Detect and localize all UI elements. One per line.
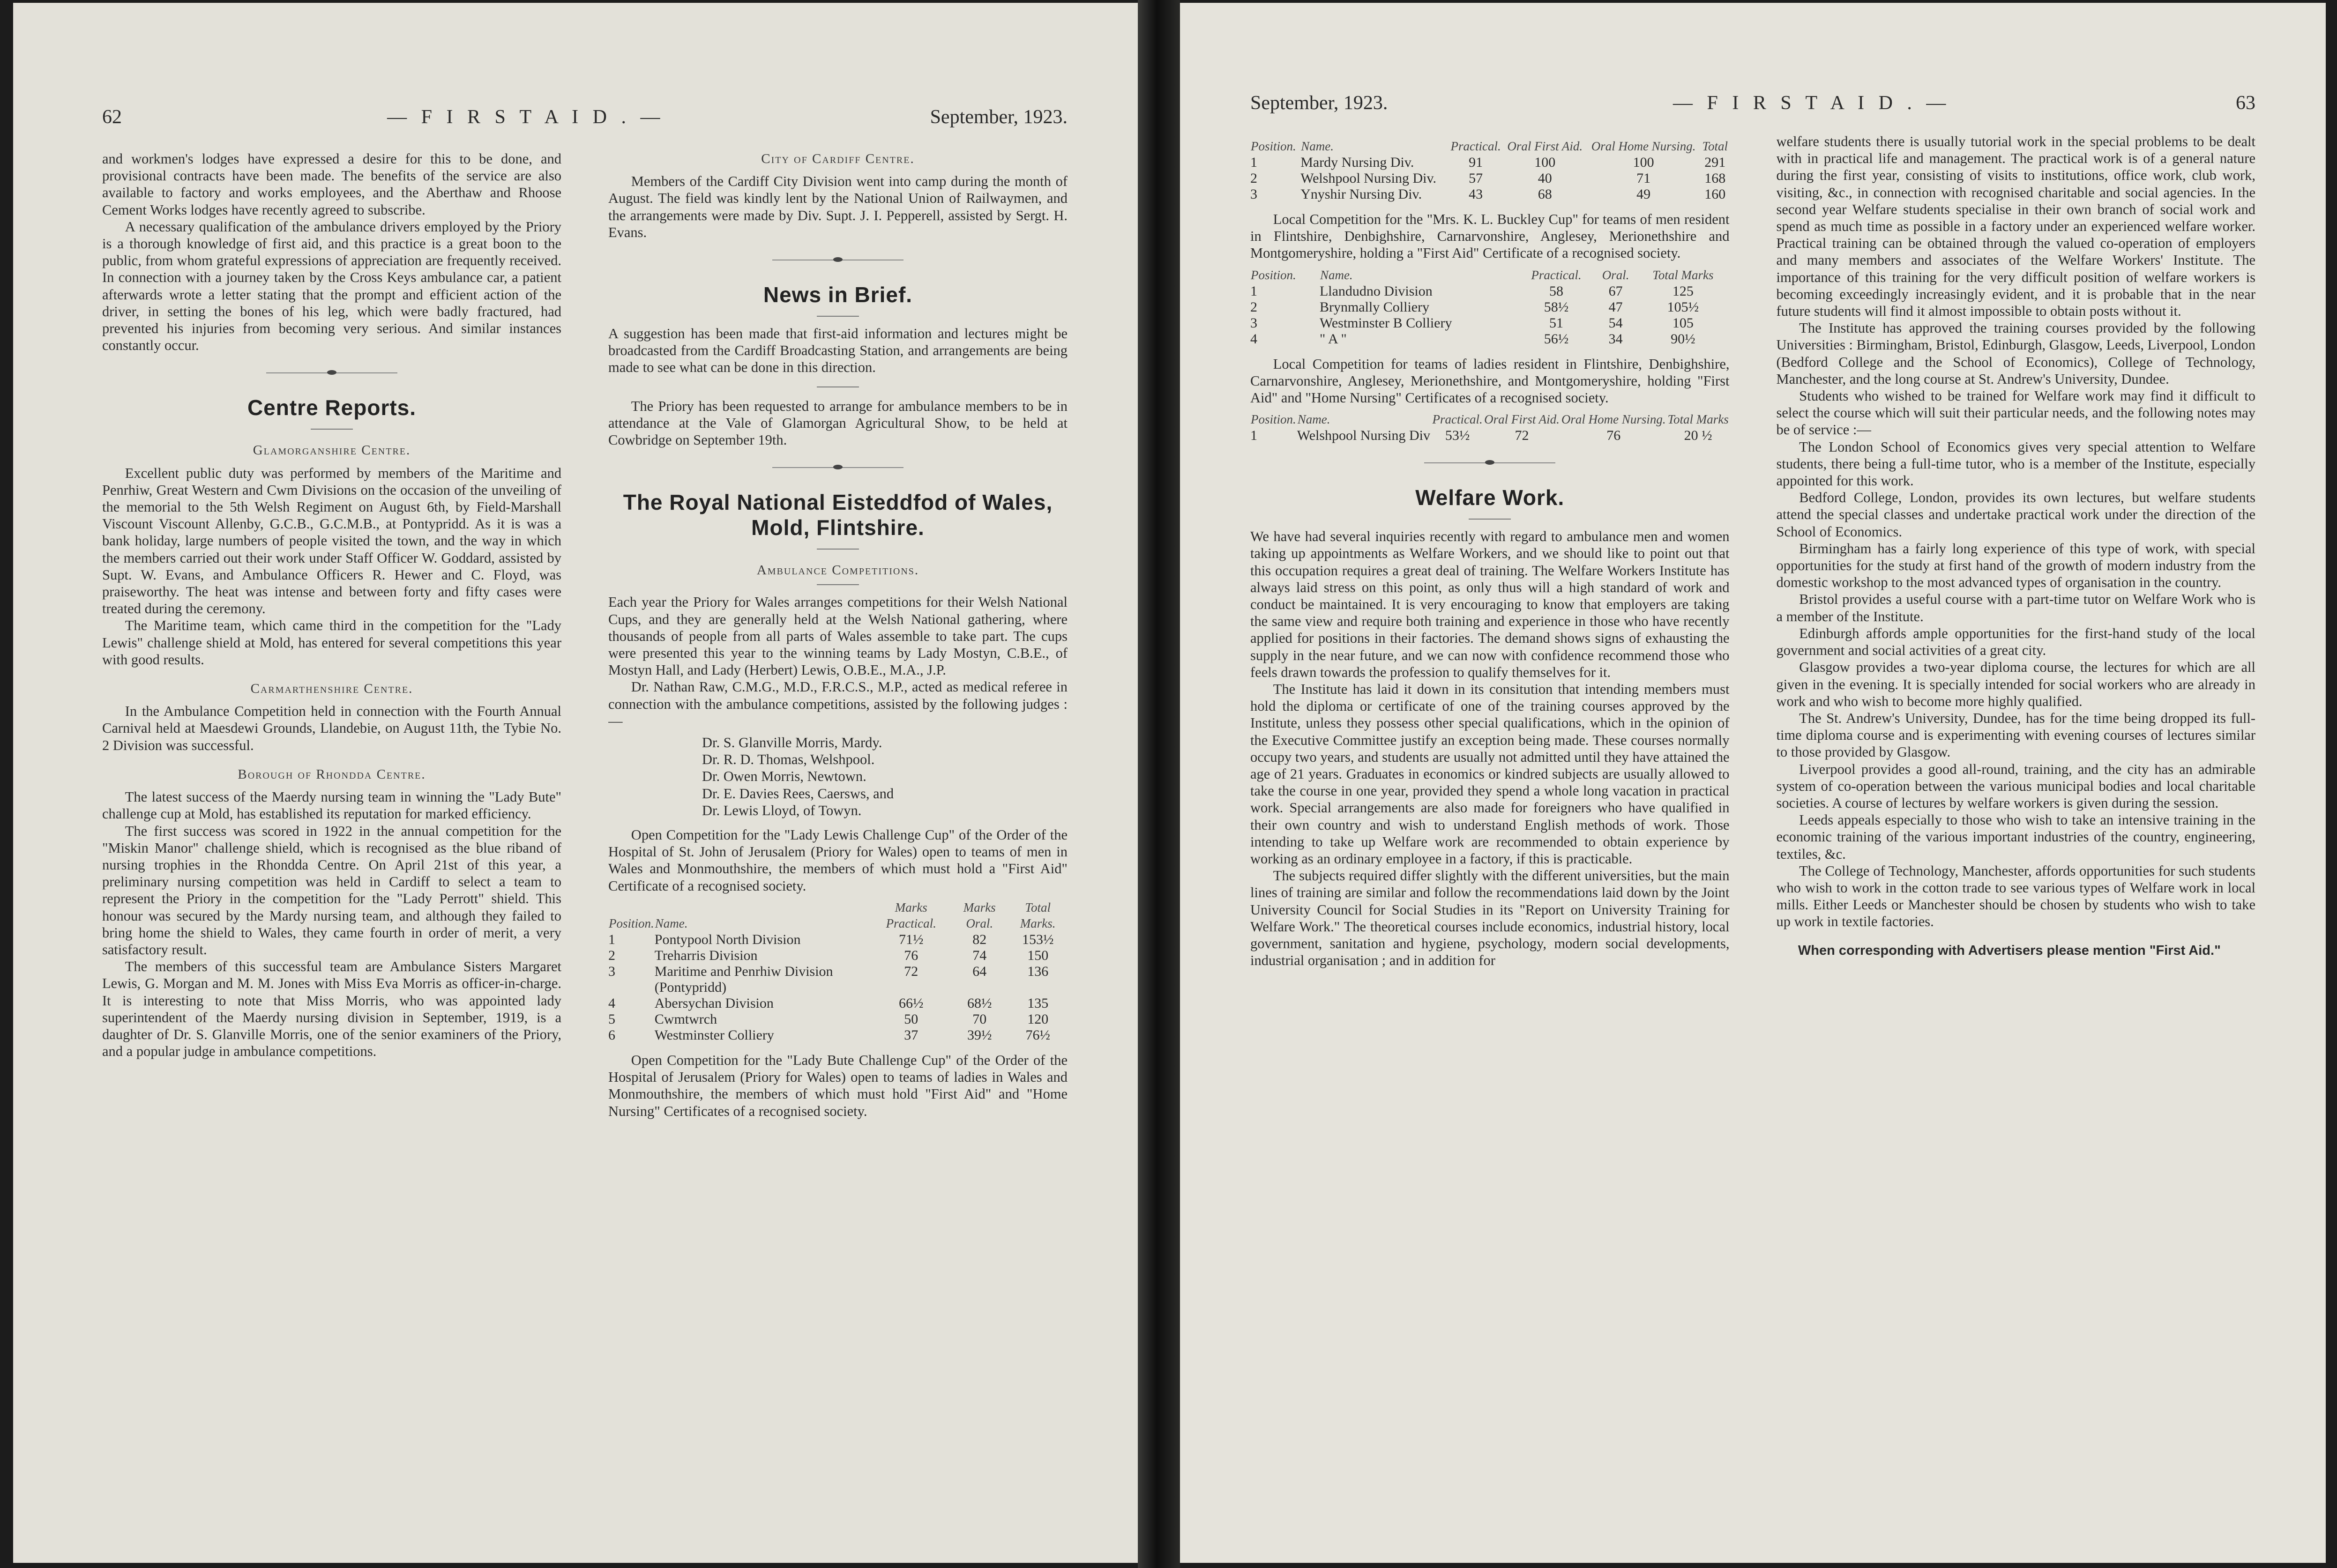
table-header: Name. [1320, 268, 1353, 282]
section-heading: Welfare Work. [1415, 485, 1565, 510]
running-header-right [1250, 92, 2255, 120]
table-cell: 120 [1027, 1011, 1049, 1027]
right-column-1 [1250, 133, 1730, 1521]
table-cell: 1 [1250, 283, 1257, 299]
divider [817, 549, 859, 550]
table-cell: 82 [972, 931, 987, 947]
paragraph: Dr. Nathan Raw, C.M.G., M.D., F.R.C.S., M.P., acted as medical referee in connection with the ambulance competitions, assisted by the following judges :— [608, 679, 1068, 729]
table-cell: 3 [1250, 315, 1257, 331]
table-cell: 47 [1608, 299, 1623, 315]
table-cell: " A " [1319, 331, 1347, 347]
table-row [608, 996, 1068, 1011]
table-cell: Maritime and Penrhiw Division (Pontypridd) [654, 963, 833, 995]
table-cell: Pontypool North Division [654, 931, 801, 947]
table-header: Oral First Aid. [1507, 139, 1583, 153]
table-cell: Welshpool Nursing Div [1297, 428, 1431, 444]
table-cell: 3 [1250, 186, 1257, 202]
table-cell: 100 [1633, 155, 1654, 170]
judge: Dr. E. Davies Rees, Caersws, and [702, 785, 894, 802]
paragraph: The Priory has been requested to arrange for ambulance members to be in attendance at the Vale of Glamorgan Agricultural Show, to be held at Cowbridge on September 19th. [608, 398, 1068, 448]
paragraph: Excellent public duty was performed by members of the Maritime and Penrhiw, Great Western and Cwm Divisions on the occasion of the unveiling of the memorial to the 5th Welsh Regiment on August 6th, by Field-Marshall Viscount Viscount Allenby, G.C.B., G.C.M.B., at Pontypridd. As it is was a bank holiday, large numbers of people visited the town, and the way in which the members carried out their work under Staff Officer W. Goddard, assisted by Supt. W. Evans, and Ambulance Officers R. Hewer and C. Floyd, was praiseworthy. The heat was intense and between forty and fifty cases were treated during the ceremony. [102, 465, 561, 617]
table-cell: 76½ [1025, 1027, 1050, 1043]
subheading: Glamorganshire Centre. [253, 443, 411, 458]
table-header: Name. [1297, 412, 1330, 427]
table-cell: 51 [1549, 315, 1563, 331]
table-cell: 90½ [1671, 331, 1695, 347]
table-row [1250, 171, 1730, 186]
table-cell: Brynmally Colliery [1319, 299, 1430, 315]
table-cell: 2 [1250, 299, 1257, 315]
paragraph: In the Ambulance Competition held in connection with the Fourth Annual Carnival held at Maesdewi Grounds, Llandebie, on August 11th, the Tybie No. 2 Division was successful. [102, 703, 561, 753]
table-cell: 136 [1027, 963, 1049, 979]
table-cell: 153½ [1022, 931, 1054, 947]
table-cell: 105 [1672, 315, 1694, 331]
table-header: Practical. [1450, 139, 1501, 153]
table-cell: 68½ [967, 995, 992, 1011]
table-cell: 160 [1704, 186, 1726, 202]
paragraph: The subjects required differ slightly with the different universities, but the main lines of training are similar and follow the recommendations laid down by the Joint University Council for Social Studies in its "Report on University Training for Welfare Work." The theoretical courses include economics, industrial history, local government, sanitation and hygiene, psychology, modern social developments, industrial organisation ; and in addition for [1250, 868, 1730, 969]
right-page [1180, 3, 2326, 1563]
page-number: 63 [2236, 92, 2255, 114]
table-row [1250, 186, 1730, 202]
table-cell: 76 [904, 947, 918, 963]
paragraph: Liverpool provides a good all-round, training, and the city has an admirable system of co-operation between the various municipal bodies and local charitable societies. A course of lectures by welfare workers is given during the session. [1776, 761, 2255, 811]
section-heading: Centre Reports. [247, 395, 417, 420]
table-cell: 54 [1608, 315, 1623, 331]
table-cell: 74 [972, 947, 987, 963]
table-cell: Abersychan Division [654, 995, 774, 1011]
table-header: Position. [609, 916, 654, 930]
table-cell: Ynyshir Nursing Div. [1300, 186, 1422, 202]
table-header: Marks Oral. [963, 900, 996, 930]
issue-date: September, 1923. [1250, 92, 1388, 114]
paragraph: The latest success of the Maerdy nursing team in winning the "Lady Bute" challenge cup at Mold, has established its reputation for marked efficiency. [102, 789, 561, 822]
left-column-2 [608, 150, 1068, 1521]
table-header: Oral. [1602, 268, 1629, 282]
journal-title: — F I R S T A I D . — [1673, 92, 1951, 114]
table-header: Oral Home Nursing. [1561, 412, 1666, 427]
table-cell: Cwmtwrch [654, 1011, 717, 1027]
table-cell: 37 [904, 1027, 918, 1043]
paragraph: The members of this successful team are Ambulance Sisters Margaret Lewis, G. Morgan and M. M. Jones with Miss Eva Morris as officer-in-charge. It is interesting to note that Miss Morris, who was appointed lady superintendent of the Maerdy nursing division in September, 1919, is a daughter of Dr. S. Glanville Morris, one of the senior examiners of the Priory, and a popular judge in ambulance competitions. [102, 959, 561, 1060]
table-cell: 72 [904, 963, 918, 979]
table-cell: 57 [1469, 171, 1483, 186]
divider [1469, 519, 1511, 520]
table-cell: 71½ [898, 931, 924, 947]
table-cell: 20 ½ [1684, 428, 1712, 444]
table-cell: 64 [972, 963, 987, 979]
table-cell: 150 [1027, 947, 1049, 963]
paragraph: Open Competition for the "Lady Bute Challenge Cup" of the Order of the Hospital of Jerusalem (Priory for Wales) open to teams of ladies in Wales and Monmouthshire, the members of which must hold "First Aid" and "Home Nursing" Certificates of a recognised society. [608, 1052, 1068, 1119]
judge: Dr. R. D. Thomas, Welshpool. [702, 751, 875, 768]
table-cell: Welshpool Nursing Div. [1300, 171, 1436, 186]
paragraph: The College of Technology, Manchester, affords opportunities for such students who wish to work in the cotton trade to see various types of Welfare work in local mills. Either Leeds or Manchester should be chosen by students who wish to take up work in textile factories. [1776, 862, 2255, 930]
table-header: Total Marks [1652, 268, 1714, 282]
table-cell: 1 [1250, 155, 1257, 170]
section-ornament [266, 372, 397, 374]
table-cell: 66½ [898, 995, 924, 1011]
page-number: 62 [102, 106, 122, 128]
table-cell: 58 [1549, 283, 1563, 299]
table-row [608, 1027, 1068, 1043]
book-gutter [1138, 0, 1180, 1568]
divider [311, 429, 353, 430]
table-row [1250, 283, 1730, 299]
table-row [1250, 299, 1730, 315]
paragraph: Birmingham has a fairly long experience of this type of work, with special opportunities for the study at first hand of the growth of modern industry from the domestic workshop to the most advanced types of organisation in the country. [1776, 540, 2255, 591]
section-heading: The Royal National Eisteddfod of Wales, Mold, Flintshire. [623, 490, 1053, 540]
paragraph: Local Competition for the "Mrs. K. L. Buckley Cup" for teams of men resident in Flintshire, Denbighshire, Carnarvonshire, Anglesey, Merionethshire and Montgomeryshire, holding a "First Aid" Certificate of a recognised society. [1250, 211, 1730, 261]
table-cell: 49 [1636, 186, 1651, 202]
table-cell: 91 [1469, 155, 1483, 170]
table-cell: 67 [1608, 283, 1623, 299]
table-header: Practical. [1531, 268, 1582, 282]
table-cell: 34 [1608, 331, 1623, 347]
table-row [608, 932, 1068, 948]
table-row [608, 964, 1068, 996]
paragraph: Students who wished to be trained for Welfare work may find it difficult to select the course which will suit their particular needs, and the following notes may be of service :— [1776, 388, 2255, 438]
table-cell: Mardy Nursing Div. [1300, 155, 1414, 170]
judge: Dr. Lewis Lloyd, of Towyn. [702, 802, 862, 818]
table-cell: 2 [1250, 171, 1257, 186]
paragraph: The Institute has approved the training courses provided by the following Universities : Birmingham, Bristol, Edinburgh, Glasgow, Leeds, Liverpool, London (Bedford College and the School of Economics), College of Technology, Manchester, and the long course at St. Andrew's University, Dundee. [1776, 320, 2255, 387]
paragraph: Bedford College, London, provides its own lectures, but welfare students attend the special classes and undertake practical work under the direction of the School of Economics. [1776, 490, 2255, 540]
paragraph: Members of the Cardiff City Division went into camp during the month of August. The field was kindly lent by the National Union of Railwaymen, and the arrangements were made by Div. Supt. J. I. Pepperell, assisted by Sergt. H. Evans. [608, 173, 1068, 240]
paragraph: Glasgow provides a two-year diploma course, the lectures for which are all given in the evening. It is specially intended for social workers who are already in work and who wish to become more highly qualified. [1776, 659, 2255, 709]
table-cell: 4 [1250, 331, 1257, 347]
paragraph: Each year the Priory for Wales arranges competitions for their Welsh National Cups, and they are generally held at the Welsh National gathering, where thousands of people from all parts of Wales assemble to take part. The cups were presented this year to the winning teams by Lady Mostyn, C.B.E., of Mostyn Hall, and Lady (Herbert) Lewis, O.B.E., M.A., J.P. [608, 594, 1068, 678]
table-row [608, 1011, 1068, 1027]
journal-title: — F I R S T A I D . — [387, 106, 665, 128]
table-header: Oral Home Nursing. [1591, 139, 1696, 153]
table-cell: 1 [1250, 428, 1257, 444]
table-header: Total [1702, 139, 1728, 153]
results-table [1250, 138, 1730, 202]
judge: Dr. Owen Morris, Newtown. [702, 768, 866, 785]
paragraph: The first success was scored in 1922 in the annual competition for the "Miskin Manor" challenge shield, which is recognised as the blue riband of nursing trophies in the Rhondda Centre. On April 21st of this year, a preliminary nursing competition was held in Cardiff to select a team to represent the Priory in the competition for the "Lady Perrott" shield. This honour was secured by the Mardy nursing team, and although they failed to bring home the shield to Wales, they came fourth in order of merit, a very satisfactory result. [102, 823, 561, 958]
table-cell: Westminster Colliery [654, 1027, 774, 1043]
section-ornament [772, 467, 903, 469]
table-cell: 68 [1538, 186, 1552, 202]
paragraph: A necessary qualification of the ambulance drivers employed by the Priory is a thorough knowledge of first aid, and this practice is a great boon to the public, from whom grateful expressions of appreciation are frequently received. In connection with a journey taken by the Cross Keys ambulance car, a patient afterwards wrote a letter stating that the prompt and efficient action of the driver, in setting the bones of his leg, which were badly fractured, had prevented his injuries from becoming very serious. And similar instances constantly occur. [102, 218, 561, 354]
table-cell: 50 [904, 1011, 918, 1027]
table-cell: 135 [1027, 995, 1049, 1011]
table-row [1250, 155, 1730, 171]
section-heading: News in Brief. [763, 282, 913, 307]
paragraph: Leeds appeals especially to those who wish to take an intensive training in the economic training of the various important industries of the country, engineering, textiles, &c. [1776, 812, 2255, 862]
table-cell: 1 [608, 931, 615, 947]
table-cell: 5 [608, 1011, 615, 1027]
table-cell: 76 [1606, 428, 1621, 444]
table-header: Position. [1251, 139, 1296, 153]
table-cell: 4 [608, 995, 615, 1011]
judges-list [702, 734, 1068, 819]
results-table [1250, 411, 1730, 444]
table-cell: 291 [1704, 155, 1726, 170]
table-cell: Llandudno Division [1319, 283, 1433, 299]
table-cell: 70 [972, 1011, 987, 1027]
paragraph: The St. Andrew's University, Dundee, has for the time being dropped its full-time diploma course and is experimenting with evening courses of lectures similar to those provided by Glasgow. [1776, 710, 2255, 760]
table-header: Oral First Aid. [1484, 412, 1560, 427]
paragraph: The Maritime team, which came third in the competition for the "Lady Lewis" challenge shield at Mold, has entered for several competitions this year with good results. [102, 617, 561, 668]
paragraph: Bristol provides a useful course with a part-time tutor on Welfare Work who is a member of the Institute. [1776, 591, 2255, 624]
advertiser-notice: When corresponding with Advertisers please mention "First Aid." [1798, 943, 2221, 958]
paragraph: We have had several inquiries recently with regard to ambulance men and women taking up appointments as Welfare Workers, and we should like to point out that this occupation requires a great deal of training. The Welfare Workers Institute has always laid stress on this point, as only thus will a high standard of work and conduct be maintained. It is very encouraging to know that employers are taking the same view and require both training and experience in those who have recently applied for positions in their factories. The demand shows signs of exhausting the supply in the near future, and we can now with confidence recommend those who feels drawn towards the profession to qualify themselves for it. [1250, 528, 1730, 680]
right-column-2 [1777, 133, 2256, 1521]
table-cell: 2 [608, 947, 615, 963]
table-header: Total Marks [1667, 412, 1729, 427]
table-cell: 39½ [967, 1027, 992, 1043]
table-cell: 58½ [1544, 299, 1569, 315]
table-header: Position. [1251, 268, 1296, 282]
results-table [1250, 267, 1730, 347]
table-cell: 100 [1534, 155, 1556, 170]
table-header: Name. [1301, 139, 1334, 153]
paragraph: Edinburgh affords ample opportunities for the first-hand study of the local government and social activities of a great city. [1776, 625, 2255, 659]
table-cell: 43 [1469, 186, 1483, 202]
table-cell: 125 [1672, 283, 1694, 299]
paragraph: A suggestion has been made that first-aid information and lectures might be broadcasted from the Cardiff Broadcasting Station, and arrangements are being made to see what can be done in this direction. [608, 326, 1068, 376]
table-header: Practical. [1432, 412, 1483, 427]
table-cell: 105½ [1667, 299, 1699, 315]
subheading: Ambulance Competitions. [756, 563, 919, 578]
table-header: Position. [1251, 412, 1296, 427]
divider [817, 584, 859, 585]
section-ornament [772, 260, 903, 261]
paragraph: The London School of Economics gives very special attention to Welfare students, there being a full-time tutor, who is a member of the Institute, especially appointed for this work. [1776, 438, 2255, 489]
table-cell: 40 [1538, 171, 1552, 186]
paragraph: Open Competition for the "Lady Lewis Challenge Cup" of the Order of the Hospital of St. John of Jerusalem (Priory for Wales) open to teams of men in Wales and Monmouthshire, the members of which must hold a "First Aid" Certificate of a recognised society. [608, 827, 1068, 894]
paragraph: The Institute has laid it down in its consitution that intending members must hold the diploma or certificate of one of the training courses approved by the Institute, unless they possess other special qualifications, which in the opinion of the Executive Committee justify an exception being made. These courses normally occupy two years, and students are usually not admitted until they have attained the age of 21 years. Graduates in economics or kindred subjects are usually allowed to take the course in one year, provided they spend a whole long vacation in practical work. Special arrangements are also made for foreigners who have qualified in their own country and wish to understand English methods of work. Those intending to take up Welfare work are recommended to obtain experience by working as an ordinary employee in a factory, if this is practicable. [1250, 681, 1730, 867]
table-header: Total Marks. [1020, 900, 1056, 930]
table-row [1250, 331, 1730, 347]
table-cell: 6 [608, 1027, 615, 1043]
table-cell: 72 [1515, 428, 1529, 444]
divider [817, 386, 859, 387]
paragraph: welfare students there is usually tutorial work in the special problems to be dealt with in practical life and management. The practical work is of a general nature during the first year, consisting of visits to institutions, office work, club work, visiting, &c., in connection with recognised charitable and social agencies. In the second year Welfare students specialise in their own branch of social work and spend as much time as possible in a factory under an experienced welfare worker. Practical training can be obtained through the valued co-operation of employers and many members and associates of the Welfare Workers' Institute. The importance of this training for the very difficult position of welfare workers is becoming exceedingly increasingly evident, and it is probable that in the near future students will find it almost impossible to obtain posts without it. [1776, 134, 2255, 320]
table-cell: 168 [1704, 171, 1726, 186]
paragraph: and workmen's lodges have expressed a desire for this to be done, and provisional contracts have been made. The benefits of the service are also available to factory and works employees, and the Aberthaw and Rhoose Cement Works lodges have recently agreed to subscribe. [102, 151, 561, 218]
table-row [608, 948, 1068, 964]
table-row [1250, 315, 1730, 331]
paragraph: Local Competition for teams of ladies resident in Flintshire, Denbighshire, Carnarvonshire, Anglesey, Merionethshire, and Montgomeryshire, holding "First Aid" and "Home Nursing" Certificates of a recognised society. [1250, 356, 1730, 406]
table-cell: Westminster B Colliery [1319, 315, 1452, 331]
table-cell: Treharris Division [654, 947, 758, 963]
table-cell: 56½ [1544, 331, 1569, 347]
divider [817, 316, 859, 317]
table-header: Marks Practical. [886, 900, 936, 930]
table-row [1250, 428, 1730, 444]
subheading: City of Cardiff Centre. [761, 151, 915, 166]
judge: Dr. S. Glanville Morris, Mardy. [702, 735, 882, 751]
section-ornament [1424, 462, 1555, 464]
subheading: Carmarthenshire Centre. [250, 681, 413, 697]
left-column-1 [102, 150, 561, 1521]
issue-date: September, 1923. [930, 106, 1068, 128]
subheading: Borough of Rhondda Centre. [238, 766, 426, 782]
left-page [13, 3, 1138, 1563]
table-header: Name. [655, 916, 688, 930]
table-cell: 3 [608, 963, 615, 979]
results-table [608, 899, 1068, 1043]
table-cell: 53½ [1445, 428, 1470, 444]
running-header-left [102, 106, 1068, 134]
table-cell: 71 [1636, 171, 1651, 186]
